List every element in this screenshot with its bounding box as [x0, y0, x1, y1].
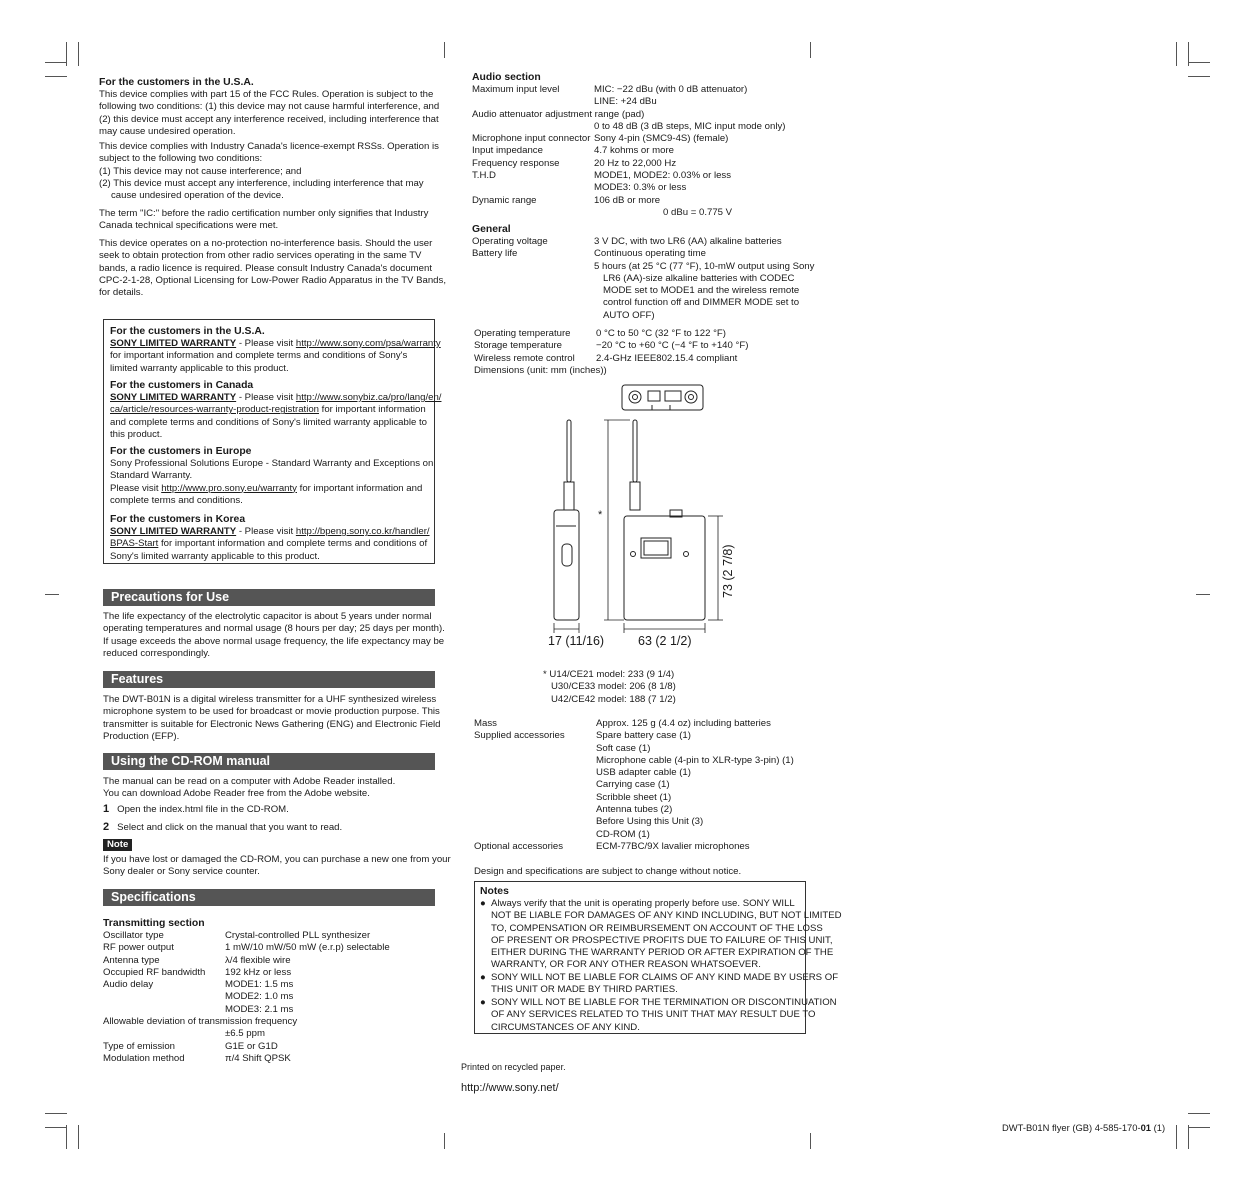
spec-value: Before Using this Unit (3) [596, 816, 704, 828]
features-line: The DWT-B01N is a digital wireless transmitter for a UHF synthesized wireless [103, 694, 437, 705]
ic-term-line: The term "IC:" before the radio certification number only signifies that Industry [99, 208, 429, 219]
spec-value: Continuous operating time [594, 248, 706, 260]
warranty-label: SONY LIMITED WARRANTY [110, 526, 237, 537]
spec-row [103, 930, 423, 942]
spec-value: CD-ROM (1) [596, 828, 650, 840]
note-text: NOT BE LIABLE FOR DAMAGES OF ANY KIND INCLUDING, BUT NOT LIMITED [491, 910, 842, 922]
tv-line: CPC-2-1-28, Optional Licensing for Low-Power Radio Apparatus in the TV Bands, [99, 274, 446, 286]
warranty-text: - Please visit [236, 338, 296, 349]
spec-key: Dynamic range [472, 194, 537, 206]
note-badge: Note [103, 839, 132, 851]
crop-mark [45, 1127, 67, 1128]
document-id [1002, 1122, 1165, 1133]
tv-line: This device operates on a no-protection no-interference basis. Should the user [99, 238, 433, 249]
warranty-text: for important information and complete terms and conditions of Sony's [110, 350, 408, 362]
footnote: * U14/CE21 model: 233 (9 1/4) [543, 669, 675, 680]
spec-key: Maximum input level [472, 84, 560, 95]
fcc-title: For the customers in the U.S.A. [99, 77, 254, 88]
spec-value: USB adapter cable (1) [596, 767, 691, 779]
spec-value: MODE3: 0.3% or less [594, 182, 687, 194]
note-text: SONY WILL NOT BE LIABLE FOR CLAIMS OF ANY KIND MADE BY USERS OF [491, 972, 839, 983]
spec-row [103, 979, 423, 991]
spec-value: 5 hours (at 25 °C (77 °F), 10-mW output using Sony [594, 260, 815, 272]
note-line: If you have lost or damaged the CD-ROM, you can purchase a new one from your [103, 854, 451, 865]
footnote: U30/CE33 model: 206 (8 1/8) [551, 681, 676, 693]
spec-value: ECM-77BC/9X lavalier microphones [596, 840, 750, 852]
tv-line: bands, a radio licence is required. Please consult Industry Canada's document [99, 262, 433, 274]
spec-row [474, 792, 814, 804]
warranty-usa-title: For the customers in the U.S.A. [110, 326, 265, 337]
spec-value: MODE set to MODE1 and the wireless remote [603, 285, 800, 297]
spec-row [103, 991, 423, 1003]
bullet-icon: ● [480, 898, 486, 909]
top-view [622, 385, 703, 410]
spec-key: Occupied RF bandwidth [103, 966, 206, 978]
spec-value: LINE: +24 dBu [594, 96, 657, 108]
spec-row [472, 195, 812, 207]
warranty-text: Sony Professional Solutions Europe - Standard Warranty and Exceptions on [110, 458, 434, 469]
dimension-height: 73 (2 7/8) [721, 544, 735, 598]
doc-id-text: DWT-B01N flyer (GB) 4-585-170- [1002, 1122, 1141, 1133]
note-text: TO, COMPENSATION OR REIMBURSEMENT ON ACCOUNT OF THE LOSS [491, 922, 823, 934]
spec-row [472, 260, 815, 273]
spec-row [474, 816, 814, 828]
note-text: Always verify that the unit is operating properly before use. SONY WILL [491, 898, 795, 909]
crop-mark [1188, 76, 1210, 77]
spec-row [472, 273, 812, 285]
cdrom-step-1 [103, 803, 289, 816]
crop-mark [1176, 1125, 1177, 1149]
cdrom-line: You can download Adobe Reader free from the Adobe website. [103, 788, 370, 800]
crop-mark [78, 42, 79, 66]
spec-value: Antenna tubes (2) [596, 804, 673, 816]
crop-mark [1176, 42, 1177, 66]
crop-mark [1188, 1127, 1210, 1128]
ic-line: subject to the following two conditions: [99, 153, 263, 165]
warranty-canada-title: For the customers in Canada [110, 380, 254, 391]
spec-key: Input impedance [472, 145, 543, 157]
spec-key: Audio delay [103, 979, 154, 991]
spec-key: Microphone input connector [472, 133, 591, 145]
spec-row [103, 1041, 423, 1053]
warranty-usa-link[interactable]: http://www.sony.com/psa/warranty [295, 338, 441, 349]
crop-mark [1188, 1125, 1189, 1149]
transmitting-title: Transmitting section [103, 918, 205, 929]
footnote: U42/CE42 model: 188 (7 1/2) [551, 693, 676, 705]
spec-key: Operating temperature [474, 328, 571, 339]
crop-mark [444, 42, 445, 58]
spec-value: Crystal-controlled PLL synthesizer [225, 930, 371, 941]
spec-value: 0 °C to 50 °C (32 °F to 122 °F) [596, 328, 726, 339]
features-line: Production (EFP). [103, 730, 180, 742]
general-section [472, 223, 815, 322]
spec-value: λ/4 flexible wire [225, 954, 291, 966]
spec-value: Approx. 125 g (4.4 oz) including batteries [596, 718, 771, 729]
spec-row [472, 297, 812, 309]
precautions-line: If usage exceeds the above normal usage frequency, the life expectancy may be [103, 635, 445, 647]
sony-url-link[interactable]: http://www.sony.net/ [461, 1082, 559, 1094]
dbu-note: 0 dBu = 0.775 V [663, 206, 733, 218]
tv-bands-section [99, 238, 446, 299]
notes-title: Notes [480, 886, 509, 897]
spec-value: 0 to 48 dB (3 dB steps, MIC input mode only) [594, 120, 786, 132]
spec-value: AUTO OFF) [603, 309, 655, 321]
note-item [480, 972, 838, 997]
step-text: Select and click on the manual that you want to read. [117, 822, 343, 833]
spec-row [103, 967, 423, 979]
design-note: Design and specifications are subject to change without notice. [474, 866, 742, 877]
spec-row [474, 730, 814, 742]
spec-key: Battery life [472, 248, 518, 260]
doc-id-bold: 01 [1140, 1122, 1152, 1133]
spec-row [474, 328, 814, 340]
warranty-canada-link[interactable]: http://www.sonybiz.ca/pro/lang/en/ [295, 392, 442, 403]
spec-value: Microphone cable (4-pin to XLR-type 3-pin) (1) [596, 754, 794, 766]
ic-line: cause undesired operation of the device. [111, 190, 284, 202]
spec-row [474, 779, 814, 791]
spec-key: Supplied accessories [474, 730, 565, 742]
spec-row [472, 236, 812, 248]
spec-key: RF power output [103, 942, 174, 954]
warranty-text: Standard Warranty. [110, 470, 193, 482]
features-body [103, 694, 441, 743]
spec-value: 1 mW/10 mW/50 mW (e.r.p) selectable [225, 942, 390, 954]
spec-key: Dimensions (unit: mm (inches)) [474, 364, 607, 376]
spec-key: T.H.D [472, 170, 496, 182]
spec-key: Operating voltage [472, 236, 548, 247]
spec-value: G1E or G1D [225, 1040, 278, 1052]
note-line: Sony dealer or Sony service counter. [103, 866, 260, 878]
cdrom-line: The manual can be read on a computer with Adobe Reader installed. [103, 776, 396, 787]
general-title: General [472, 224, 511, 235]
warranty-text: for important information [319, 404, 426, 416]
spec-key: Audio attenuator adjustment range (pad) [472, 108, 645, 120]
spec-value: MODE2: 1.0 ms [225, 991, 294, 1003]
crop-mark [45, 62, 67, 63]
crop-mark [45, 594, 59, 595]
warranty-korea-link[interactable]: http://bpeng.sony.co.kr/handler/ [295, 526, 430, 537]
precautions-heading: Precautions for Use [103, 589, 435, 606]
tv-line: seek to obtain protection from other radio services operating in the same TV [99, 250, 422, 262]
ic-line: (2) This device must accept any interference, including interference that may [99, 177, 424, 189]
spec-row [474, 718, 814, 730]
warranty-box [103, 319, 442, 564]
spec-value: Soft case (1) [596, 742, 651, 754]
crop-mark [66, 1125, 67, 1149]
spec-value: MODE3: 2.1 ms [225, 1003, 294, 1015]
spec-value: Spare battery case (1) [596, 730, 691, 742]
spec-row [472, 182, 812, 194]
cdrom-body [103, 776, 395, 801]
spec-row [472, 133, 812, 145]
warranty-europe-title: For the customers in Europe [110, 446, 252, 457]
tv-line: for details. [99, 287, 144, 299]
audio-section-title: Audio section [472, 72, 541, 83]
spec-value: 192 kHz or less [225, 966, 292, 978]
note-item [480, 997, 837, 1034]
crop-mark [45, 76, 67, 77]
spec-key: Type of emission [103, 1040, 175, 1052]
warranty-text: - Please visit [236, 526, 296, 537]
fcc-line: (2) this device must accept any interference received, including interference that [99, 113, 439, 125]
ic-line: (1) This device may not cause interference; and [99, 165, 302, 177]
spec-row [103, 942, 423, 954]
warranty-text: - Please visit [236, 392, 296, 403]
spec-row [474, 841, 814, 853]
spec-row [474, 365, 814, 377]
warranty-label: SONY LIMITED WARRANTY [110, 392, 237, 403]
warranty-text: and complete terms and conditions of Sony's limited warranty applicable to [110, 416, 427, 428]
features-line: transmitter is suitable for Electronic News Gathering (ENG) and Electronic Field [103, 718, 441, 730]
features-line: microphone system to be used for broadcast or movie production purpose. This [103, 706, 440, 718]
warranty-text: limited warranty applicable to this product. [110, 362, 289, 374]
spec-row [474, 353, 814, 365]
warranty-korea-title: For the customers in Korea [110, 514, 246, 525]
spec-row [103, 1028, 423, 1040]
step-text: Open the index.html file in the CD-ROM. [117, 804, 289, 815]
mass-section [474, 718, 814, 853]
spec-row [103, 1004, 423, 1016]
spec-value: ±6.5 ppm [225, 1028, 265, 1040]
warranty-text: for important information and [296, 482, 423, 494]
step-number: 1 [103, 803, 110, 815]
dimension-front-width: 63 (2 1/2) [638, 634, 692, 648]
fcc-section [99, 76, 439, 138]
warranty-text: Sony's limited warranty applicable to this product. [110, 550, 320, 562]
note-text: EITHER DURING THE WARRANTY PERIOD OR AFTER EXPIRATION OF THE [491, 947, 834, 959]
spec-value: MODE1: 1.5 ms [225, 979, 294, 991]
general-section-2 [474, 328, 814, 377]
spec-row [103, 1053, 423, 1065]
warranty-europe-link[interactable]: http://www.pro.sony.eu/warranty [161, 482, 297, 494]
spec-value: Scribble sheet (1) [596, 791, 672, 803]
spec-row [472, 109, 812, 121]
bullet-icon: ● [480, 972, 486, 983]
precautions-line: operating temperatures and normal usage (8 hours per day; 25 days per month). [103, 623, 445, 635]
spec-row [472, 84, 812, 96]
spec-value: MIC: −22 dBu (with 0 dB attenuator) [594, 84, 748, 95]
audio-section [472, 71, 812, 219]
spec-key: Wireless remote control [474, 352, 575, 364]
spec-value: 20 Hz to 22,000 Hz [594, 157, 677, 169]
crop-mark [810, 1133, 811, 1149]
ic-term-line: Canada technical specifications were met. [99, 220, 279, 232]
crop-mark [1188, 1113, 1210, 1114]
ic-line: This device complies with Industry Canada's licence-exempt RSSs. Operation is [99, 141, 439, 152]
precautions-line: The life expectancy of the electrolytic capacitor is about 5 years under normal [103, 611, 432, 622]
warranty-text: Please visit [110, 482, 162, 494]
doc-id-text: (1) [1151, 1122, 1166, 1133]
note-text: CIRCUMSTANCES OF ANY KIND. [491, 1021, 640, 1033]
spec-key: Allowable deviation of transmission frequency [103, 1016, 298, 1028]
warranty-korea-link[interactable]: BPAS-Start [110, 538, 159, 550]
crop-mark [1196, 594, 1210, 595]
spec-key: Frequency response [472, 157, 560, 169]
fcc-line: This device complies with part 15 of the FCC Rules. Operation is subject to the [99, 89, 434, 100]
crop-mark [444, 1133, 445, 1149]
spec-key: Storage temperature [474, 340, 562, 352]
note-text: OF PRESENT OR PROSPECTIVE PROFITS DUE TO FAILURE OF THIS UNIT, [491, 934, 833, 946]
warranty-text: complete terms and conditions. [110, 494, 243, 506]
note-text: THIS UNIT OR MADE BY THIRD PARTIES. [491, 984, 678, 996]
spec-row [474, 340, 814, 352]
spec-value: 4.7 kohms or more [594, 145, 674, 157]
spec-value: −20 °C to +60 °C (−4 °F to +140 °F) [596, 340, 749, 352]
spec-row [474, 755, 814, 767]
spec-row [472, 310, 812, 322]
features-heading: Features [103, 671, 435, 688]
side-view [554, 420, 579, 620]
spec-value: 3 V DC, with two LR6 (AA) alkaline batteries [594, 236, 782, 247]
spec-key: Mass [474, 718, 497, 729]
cdrom-note [103, 854, 451, 879]
dimension-footnotes [543, 669, 676, 706]
spec-row [474, 743, 814, 755]
spec-row [472, 248, 812, 260]
warranty-text: this product. [110, 428, 163, 440]
cdrom-step-2 [103, 821, 342, 834]
spec-value: MODE1, MODE2: 0.03% or less [594, 170, 732, 182]
cdrom-heading: Using the CD-ROM manual [103, 753, 435, 770]
spec-key: Modulation method [103, 1052, 185, 1064]
transmitting-section [103, 917, 423, 1065]
bullet-icon: ● [480, 997, 486, 1008]
crop-mark [1188, 62, 1210, 63]
recycled-note: Printed on recycled paper. [461, 1062, 566, 1072]
spec-row [472, 96, 812, 108]
spec-value: Sony 4-pin (SMC9-4S) (female) [594, 133, 729, 145]
canada-ic-section [99, 141, 439, 202]
fcc-line: following two conditions: (1) this device may not cause harmful interference, and [99, 101, 440, 113]
spec-value: LR6 (AA)-size alkaline batteries with CODEC [603, 272, 795, 284]
spec-row [474, 829, 814, 841]
warranty-canada-link[interactable]: ca/article/resources-warranty-product-registration [110, 404, 320, 416]
dimension-star: * [598, 509, 603, 521]
precautions-body [103, 611, 445, 660]
precautions-line: reduced correspondingly. [103, 647, 211, 659]
spec-row [472, 145, 812, 157]
note-text: WARRANTY, OR FOR ANY OTHER REASON WHATSOEVER. [491, 959, 761, 971]
front-view [624, 420, 705, 620]
spec-value: Carrying case (1) [596, 779, 670, 791]
spec-value: π/4 Shift QPSK [225, 1052, 291, 1064]
spec-key: Antenna type [103, 954, 160, 966]
spec-row [474, 767, 814, 779]
spec-row [472, 121, 812, 133]
note-text: SONY WILL NOT BE LIABLE FOR THE TERMINATION OR DISCONTINUATION [491, 997, 837, 1008]
spec-key: Optional accessories [474, 840, 564, 852]
specifications-heading: Specifications [103, 889, 435, 906]
warranty-label: SONY LIMITED WARRANTY [110, 338, 237, 349]
ic-term-section [99, 208, 428, 233]
dimension-side-width: 17 (11/16) [548, 634, 605, 648]
crop-mark [810, 42, 811, 58]
note-text: OF ANY SERVICES RELATED TO THIS UNIT THAT MAY RESULT DUE TO [491, 1009, 816, 1021]
spec-value: 106 dB or more [594, 194, 661, 206]
notes-box [474, 881, 842, 1034]
spec-row [474, 804, 814, 816]
dimensions-drawing [520, 378, 760, 650]
spec-key: Oscillator type [103, 930, 164, 941]
spec-value: control function off and DIMMER MODE set to [603, 297, 800, 309]
spec-row [103, 955, 423, 967]
spec-row [472, 285, 812, 297]
crop-mark [45, 1113, 67, 1114]
fcc-line: may cause undesired operation. [99, 125, 236, 137]
crop-mark [78, 1125, 79, 1149]
spec-row [472, 158, 812, 170]
step-number: 2 [103, 821, 110, 833]
note-item [480, 898, 842, 972]
warranty-text: for important information and complete terms and conditions of [158, 538, 428, 550]
spec-value: 2.4-GHz IEEE802.15.4 compliant [596, 352, 738, 364]
spec-row [472, 207, 812, 219]
spec-row [103, 1016, 423, 1028]
spec-row [472, 170, 812, 182]
